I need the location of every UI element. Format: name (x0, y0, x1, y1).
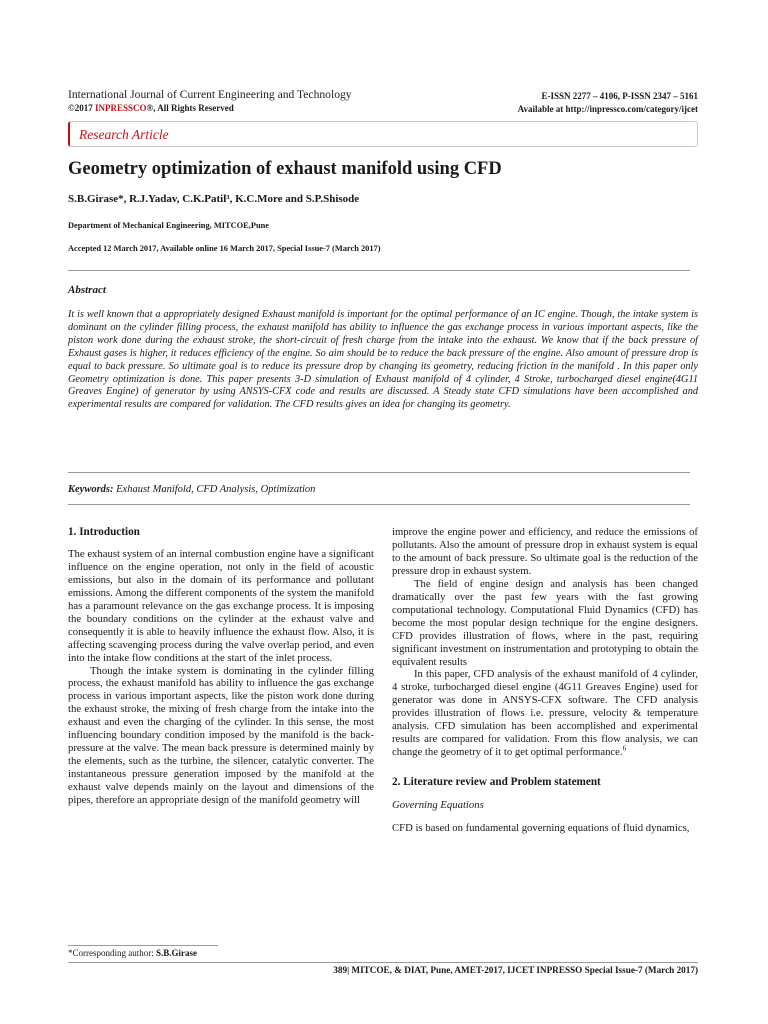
affiliation: Department of Mechanical Engineering, MITCOE,Pune (68, 221, 269, 230)
subsection-heading-governing-equations: Governing Equations (392, 799, 484, 812)
citation-ref: 6 (622, 744, 627, 753)
publisher-name: INPRESSCO (94, 103, 147, 113)
author-list: S.B.Girase*, R.J.Yadav, C.K.Patil³, K.C.More and S.P.Shisode (68, 193, 360, 205)
paragraph: The exhaust system of an internal combustion engine have a significant influence on the engine operation, not only in the field of acoustic emissions, but also in the domain of its performance and pollutant emissions. Among the different components of the system the manifold has a paramount relevance on the gas exchange process. It is imposing the boundary conditions on the cylinder at the exhaust valve and consequently it is able to heavily influence the exhaust flow. Also, it is affecting scavenging process during the valve overlap period, and even into the intake flow conditions at the start of the inlet process. (68, 547, 374, 664)
abstract-text: It is well known that a appropriately designed Exhaust manifold is important for the optimal performance of an IC engine. Though, the intake system is dominant on the cylinder filling process, the exhaust manifold has ability to influence the gas exchange process in various important aspects, like the piston work done during the exhaust stroke, the short-circuit of fresh charge from the intake into the exhaust. We know that if the back pressure of Exhaust gases is higher, it reduces efficiency of the engine. So aim should be to reduce the back pressure of the engine. Also amount of pressure drop is equal to back pressure. So ultimate goal is to reduce its pressure drop by changing its geometry, reducing friction in the manifold . In this paper only Geometry optimization is done. This paper presents 3-D simulation of Exhaust manifold of 4 cylinder, 4 Stroke, turbocharged diesel engine(4G11 Greaves Engine) of generator by using ANSYS-CFX code and results are discussed. A Steady state CFD simulations have been accomplished and experimental results are compared for validation. The CFD results gives an idea for changing its geometry. (68, 309, 698, 411)
copyright-prefix: ©2017 (68, 103, 95, 113)
divider-abstract (68, 472, 690, 473)
paragraph: The field of engine design and analysis has been changed dramatically over the past few years with the fast growing computational technology. Computational Fluid Dynamics (CFD) has become the most popular design technique for the engine designers. CFD provides illustration of flows, where in the past, requiring significant investment on instrumentation and prototyping to obtain the equivalent results (392, 577, 698, 668)
article-type: Research Article (79, 127, 169, 142)
body-column-right (392, 526, 698, 835)
paragraph: Though the intake system is dominating in the cylinder filling process, the exhaust manifold has ability to influence the gas exchange process in various important aspects, like the piston work done during the exhaust stroke, the mixing of fresh charge from the intake into the exhaust and even the charging of the cylinder. In this sense, the most influencing boundary condition imposed by the manifold is the back-pressure at the valve. The mean back pressure is determined mainly by the elements, such as the turbine, the silencer, catalytic converter. The instantaneous pressure generation imposed by the manifold at the exhaust valve depends mainly on the layout and dimensions of the pipes, therefore an appropriate design of the manifold geometry will (68, 664, 374, 807)
paragraph-text: In this paper, CFD analysis of the exhaust manifold of 4 cylinder, 4 stroke, turbocharged diesel engine (4G11 Greaves Engine) used for generator was done in ANSYS-CFX software. The CFD analysis provides illustration of flows i.e. pressure, velocity & temperature analysis. CFD simulation has been accomplished and experimental results are compared for validation. From this flow analysis, we can change the geometry of it to get optimal performance. (392, 668, 698, 759)
paragraph: CFD is based on fundamental governing equations of fluid dynamics, (392, 822, 690, 835)
section-heading-introduction: 1. Introduction (68, 526, 140, 538)
footnote-label: *Corresponding author: (68, 948, 156, 958)
footer-rule (68, 962, 698, 963)
publication-dates: Accepted 12 March 2017, Available online 16 March 2017, Special Issue-7 (March 2017) (68, 244, 381, 253)
article-type-box (68, 121, 698, 147)
available-at: Available at http://inpressco.com/category/ijcet (517, 104, 698, 114)
paragraph (392, 668, 698, 759)
section-heading-literature: 2. Literature review and Problem statement (392, 776, 601, 789)
abstract-heading: Abstract (68, 284, 106, 296)
divider-top (68, 270, 690, 271)
keywords-label: Keywords: (68, 484, 114, 495)
journal-title: International Journal of Current Engineering and Technology (68, 88, 352, 101)
issn: E-ISSN 2277 – 4106, P-ISSN 2347 – 5161 (541, 91, 698, 101)
copyright-suffix: ®, All Rights Reserved (146, 103, 234, 113)
footnote-name: S.B.Girase (156, 948, 198, 958)
footnote-rule (68, 945, 218, 946)
corresponding-author-note (68, 948, 197, 958)
page-footer: 389| MITCOE, & DIAT, Pune, AMET-2017, IJCET INPRESSO Special Issue-7 (March 2017) (333, 965, 698, 975)
body-column-left (68, 526, 374, 807)
divider-keywords (68, 504, 690, 505)
keywords-text: Exhaust Manifold, CFD Analysis, Optimization (113, 484, 316, 495)
journal-issn-block (398, 90, 698, 116)
keywords (68, 484, 315, 495)
paragraph: improve the engine power and efficiency, and reduce the emissions of pollutants. Also the amount of pressure drop in exhaust system is equal to the amount of back pressure. So ultimate goal is the reduction of the pressure drop in exhaust system. (392, 526, 698, 577)
paper-title: Geometry optimization of exhaust manifold using CFD (68, 159, 502, 179)
